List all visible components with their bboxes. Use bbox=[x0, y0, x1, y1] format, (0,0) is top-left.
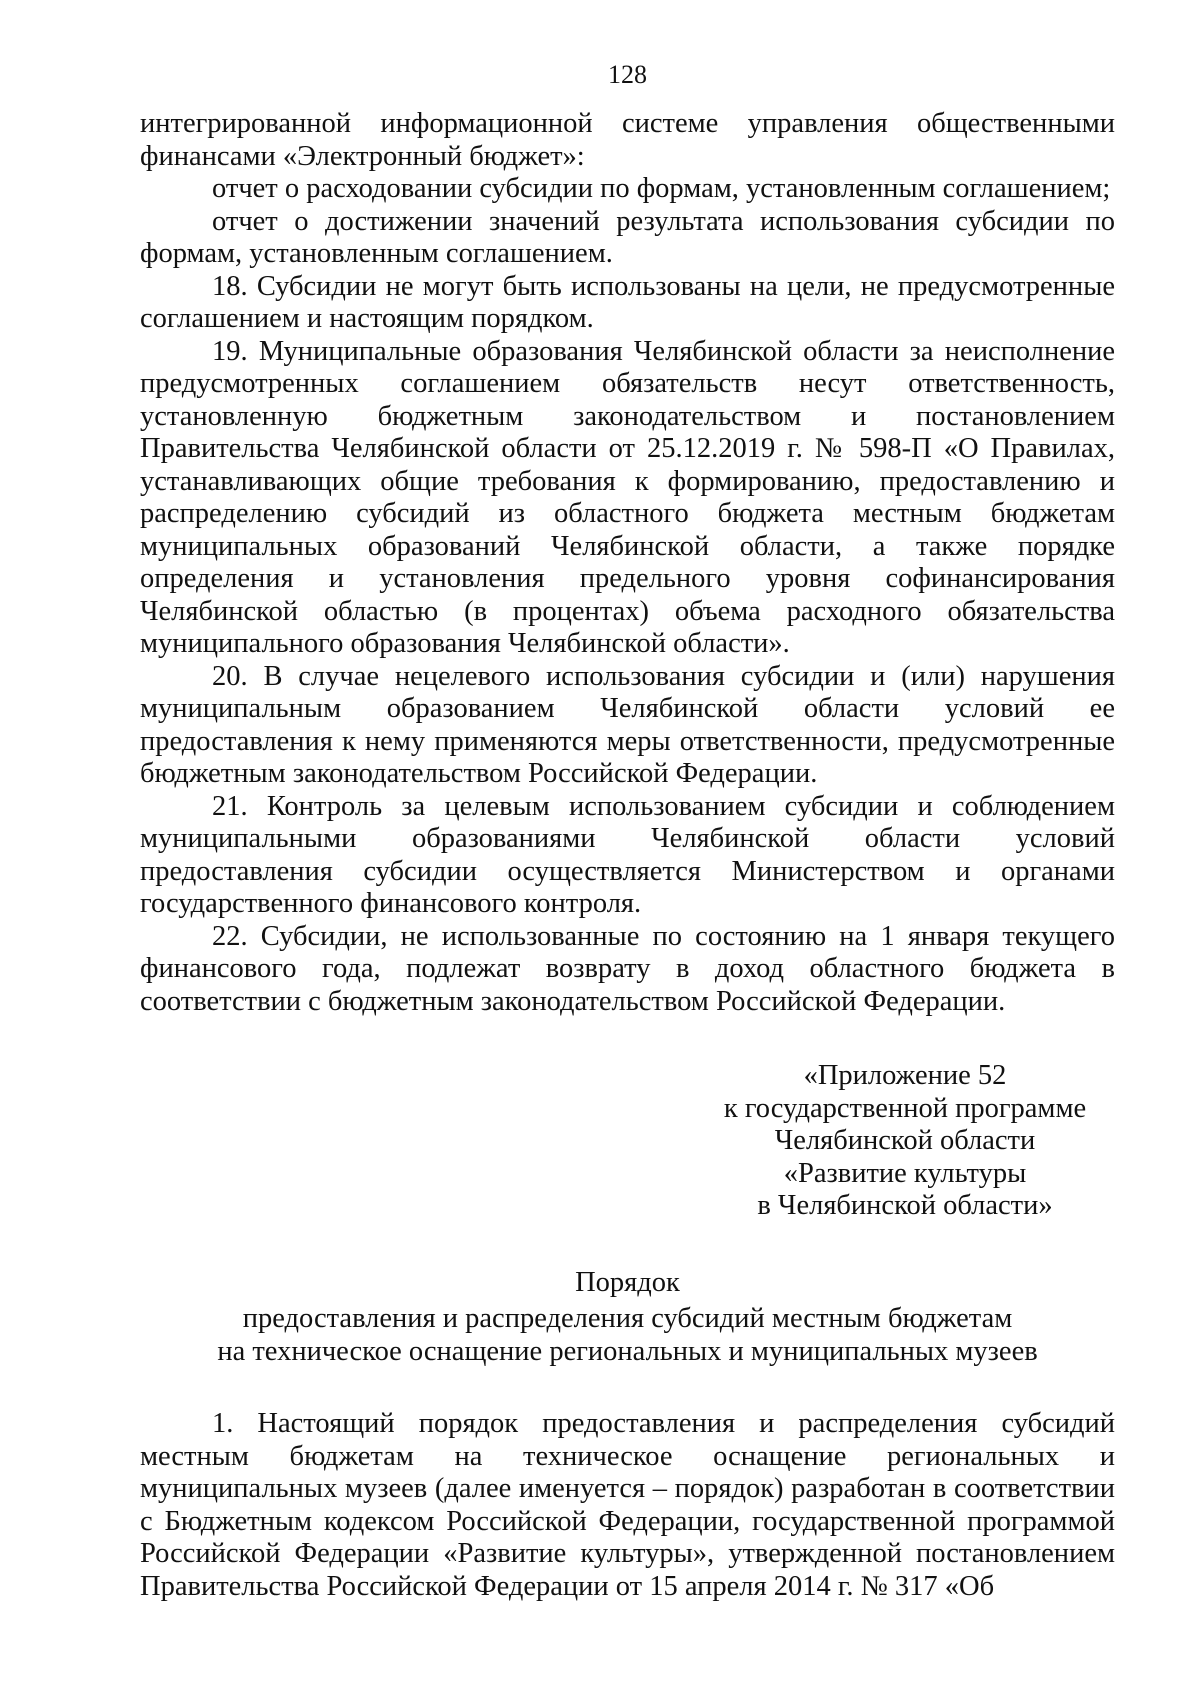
paragraph-19: 19. Муниципальные образования Челябинской области за неисполнение предусмотренных соглашением обязательств несут ответственность, установленную бюджетным законодательством и постановлением Правительства Челябинской области от 25.12.2019 г. № 598-П «О Правилах, устанавливающих общие требования к формированию, предоставлению и распределению субсидий из областного бюджета местным бюджетам муниципальных образований Челябинской области, а также порядке определения и установления предельного уровня софинансирования Челябинской областью (в процентах) объема расходного обязательства муниципального образования Челябинской области». bbox=[140, 335, 1115, 659]
title-subtitle-line: на техническое оснащение региональных и муниципальных музеев bbox=[217, 1335, 1038, 1367]
paragraph-report-results: отчет о достижении значений результата использования субсидии по формам, установленным соглашением. bbox=[140, 205, 1115, 269]
document-page bbox=[140, 62, 1115, 1603]
title-heading: Порядок bbox=[575, 1266, 680, 1298]
document-title bbox=[140, 1267, 1115, 1369]
appendix-header bbox=[695, 1060, 1115, 1223]
paragraph-21: 21. Контроль за целевым использованием субсидии и соблюдением муниципальными образованиями Челябинской области условий предоставления субсидии осуществляется Министерством и органами государственного финансового контроля. bbox=[140, 790, 1115, 919]
appendix-line: «Развитие культуры bbox=[783, 1157, 1027, 1189]
appendix-line: в Челябинской области» bbox=[757, 1190, 1053, 1221]
paragraph-22: 22. Субсидии, не использованные по состоянию на 1 января текущего финансового года, подлежат возврату в доход областного бюджета в соответствии с бюджетным законодательством Российской Федерации. bbox=[140, 920, 1115, 1017]
paragraph-report-expenses: отчет о расходовании субсидии по формам, установленным соглашением; bbox=[212, 173, 1111, 204]
appendix-line: Челябинской области bbox=[774, 1125, 1036, 1156]
paragraph-18: 18. Субсидии не могут быть использованы на цели, не предусмотренные соглашением и настоящим порядком. bbox=[140, 270, 1115, 334]
paragraph-1: 1. Настоящий порядок предоставления и распределения субсидий местным бюджетам на техническое оснащение региональных и муниципальных музеев (далее именуется – порядок) разработан в соответствии с Бюджетным кодексом Российской Федерации, государственной программой Российской Федерации «Развитие культуры», утвержденной постановлением Правительства Российской Федерации от 15 апреля 2014 г. № 317 «Об bbox=[140, 1408, 1115, 1602]
appendix-line: «Приложение 52 bbox=[803, 1060, 1007, 1091]
paragraph-20: 20. В случае нецелевого использования субсидии и (или) нарушения муниципальным образованием Челябинской области условий ее предоставления к нему применяются меры ответственности, предусмотренные бюджетным законодательством Российской Федерации. bbox=[140, 660, 1115, 789]
paragraph-intro: интегрированной информационной системе управления общественными финансами «Электронный бюджет»: bbox=[140, 108, 1115, 172]
page-number: 128 bbox=[608, 60, 647, 89]
title-subtitle-line: предоставления и распределения субсидий местным бюджетам bbox=[242, 1303, 1013, 1334]
appendix-line: к государственной программе bbox=[723, 1092, 1087, 1124]
